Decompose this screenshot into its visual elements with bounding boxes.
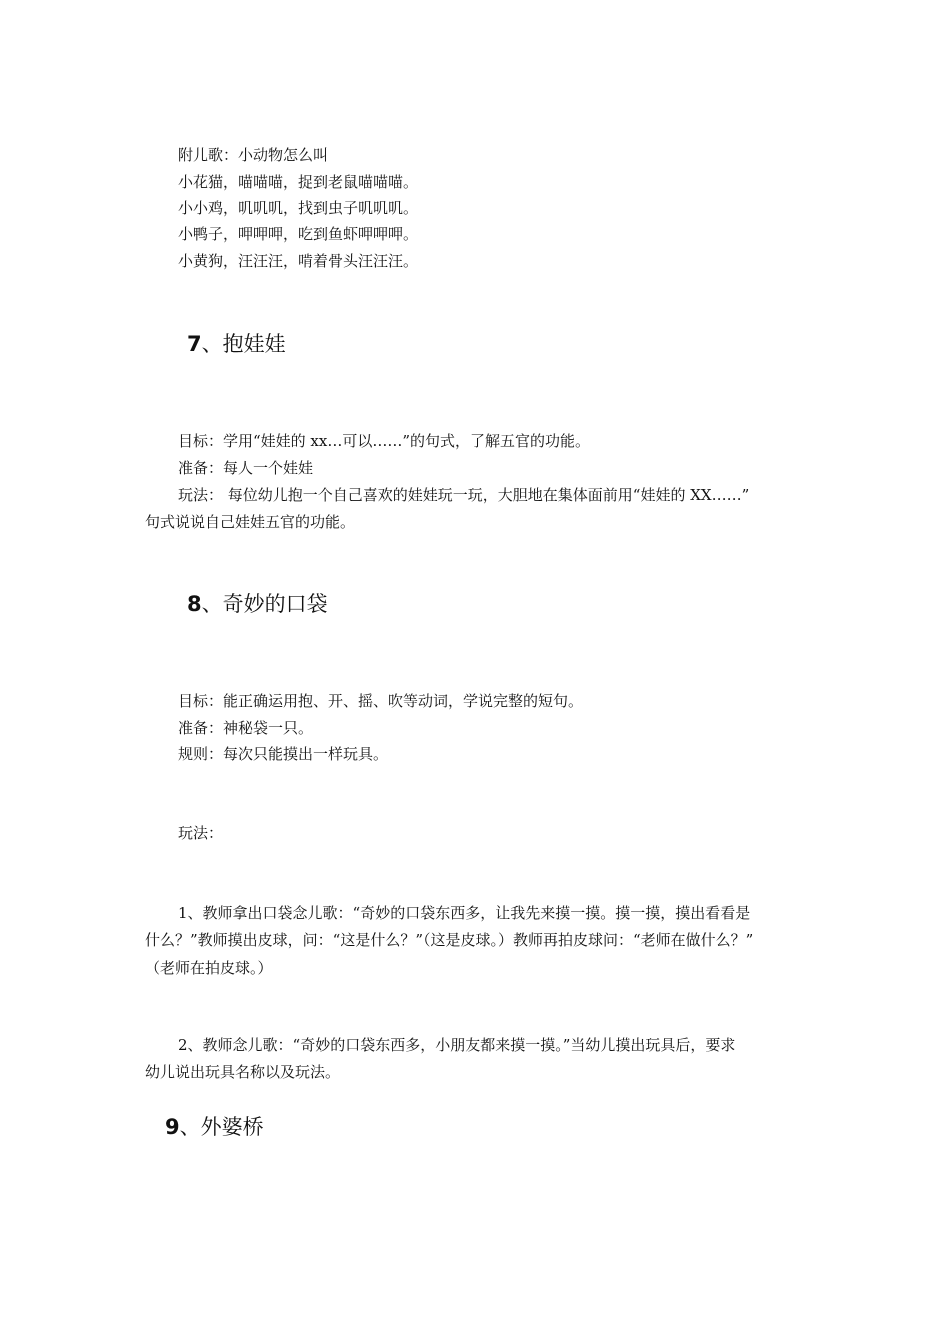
section-8-goal: 目标：能正确运用抱、开、摇、吹等动词，学说完整的短句。 [178, 692, 584, 710]
section-7-play-continued: 句式说说自己娃娃五官的功能。 [145, 513, 356, 531]
section-number: 7 [187, 332, 202, 356]
section-number: 9 [165, 1115, 180, 1139]
section-8-rule: 规则：每次只能摸出一样玩具。 [178, 745, 389, 763]
section-9-heading [165, 1113, 264, 1141]
section-7-heading [187, 330, 286, 358]
section-number: 8 [187, 592, 202, 616]
song-line: 小黄狗，汪汪汪，啃着骨头汪汪汪。 [178, 252, 419, 270]
section-8-step-2: 2、教师念儿歌：“奇妙的口袋东西多，小朋友都来摸一摸。”当幼儿摸出玩具后，要求 [178, 1036, 736, 1054]
section-7-prep: 准备：每人一个娃娃 [178, 459, 314, 477]
section-8-step-1-continued: 什么？”教师摸出皮球，问：“这是什么？”（这是皮球。）教师再拍皮球问：“老师在做什么？” [145, 931, 754, 949]
song-title: 附儿歌：小动物怎么叫 [178, 146, 329, 164]
song-line: 小花猫，喵喵喵，捉到老鼠喵喵喵。 [178, 173, 419, 191]
section-8-prep: 准备：神秘袋一只。 [178, 719, 314, 737]
song-line: 小小鸡，叽叽叽，找到虫子叽叽叽。 [178, 199, 419, 217]
section-8-step-1: 1、教师拿出口袋念儿歌：“奇妙的口袋东西多，让我先来摸一摸。摸一摸，摸出看看是 [178, 904, 751, 922]
section-7-goal: 目标：学用“娃娃的 xx…可以……”的句式，了解五官的功能。 [178, 432, 591, 450]
section-8-step-1-continued: （老师在拍皮球。） [145, 959, 273, 977]
section-8-play-label: 玩法： [178, 824, 224, 842]
section-title: 、奇妙的口袋 [201, 592, 328, 616]
section-title: 、外婆桥 [179, 1115, 264, 1139]
song-line: 小鸭子，呷呷呷，吃到鱼虾呷呷呷。 [178, 225, 419, 243]
section-8-step-2-continued: 幼儿说出玩具名称以及玩法。 [145, 1063, 341, 1081]
section-title: 、抱娃娃 [201, 332, 286, 356]
section-7-play: 玩法： 每位幼儿抱一个自己喜欢的娃娃玩一玩，大胆地在集体面前用“娃娃的 XX……” [178, 486, 750, 504]
section-8-heading [187, 590, 328, 618]
